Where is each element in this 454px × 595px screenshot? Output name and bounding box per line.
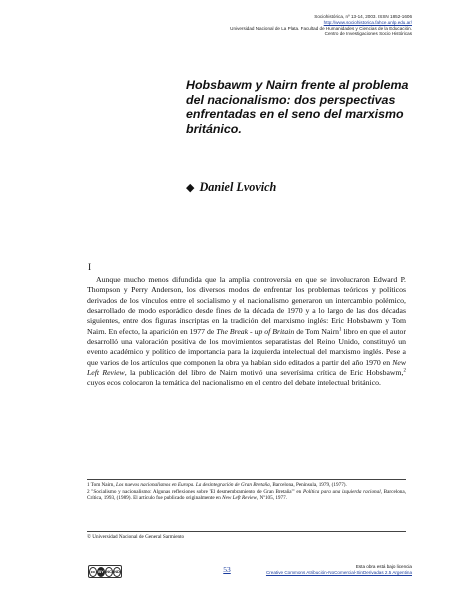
- author-name: Daniel Lvovich: [199, 180, 277, 194]
- text-run: de Tom Nairn: [294, 326, 340, 336]
- book-title: The Break - up of Britain: [216, 326, 295, 336]
- nc-icon: NC: [105, 567, 113, 577]
- cc-icon: cc: [89, 567, 97, 577]
- text-run: , Nº105, 1977.: [257, 495, 287, 502]
- journal-title: New Left Review: [222, 495, 257, 502]
- text-run: Aunque mucho menos difundida que la amplia controversia en que se involucraron Edward P. Thompson y Perry Anderson, los diversos modos de enfrentar los problemas teóricos y políticos derivados de los vínculos entre el socialismo y el nacionalismo generaron un intercambio polémico, desarrollado de modo esporádico desde fines de la década de 1970 y a lo largo de las dos décadas siguientes, entre dos figuras inscriptas en la tradición del marxismo inglés: Eric Hobsbawm y Tom Nairn. En efecto, la aparición en 1977 de: [87, 275, 406, 336]
- text-run: 2 "Socialismo y nacionalismo: Algunas reflexiones sobre 'El desmembramiento de Gran Bretaña'" en: [87, 488, 303, 495]
- text-run: cuyos ecos colocaron la temática del nacionalismo en el centro del debate intelectual británico.: [87, 378, 381, 388]
- copyright-divider: [87, 531, 406, 532]
- footnote-2: [87, 489, 406, 502]
- journal-institution: Universidad Nacional de La Plata. Facultad de Humanidades y Ciencias de la Educación.: [230, 25, 412, 31]
- diamond-bullet-icon: ◆: [186, 182, 195, 194]
- body-text: [87, 275, 406, 389]
- page-number[interactable]: 53: [223, 565, 231, 574]
- article-title: Hobsbawm y Nairn frente al problema del nacionalismo: dos perspectivas enfrentadas en el seno del marxismo británico.: [186, 78, 409, 136]
- nd-icon: ND: [113, 567, 121, 577]
- book-title: Política para una izquierda racional: [302, 488, 381, 495]
- license-intro: Esta obra está bajo licencia: [355, 564, 412, 569]
- copyright-notice: © Universidad Nacional de General Sarmiento: [87, 534, 185, 540]
- journal-center: Centro de Investigaciones Socio Históricas: [324, 31, 412, 37]
- journal-citation: Sociohistórica, nº 13-14, 2003. ISSN 1852-1606: [314, 14, 412, 19]
- license-link[interactable]: Creative Commons Atribución-NoComercial-SinDerivadas 2.5 Argentina: [265, 570, 412, 575]
- paragraph: [87, 275, 406, 389]
- footnote-1: [87, 482, 406, 489]
- footnotes: [87, 482, 406, 502]
- text-run: libro en que el autor desarrolló una valoración positiva de los movimientos separatistas del Reino Unido, constituyó un evento académico y político de importancia para la izquierda intelectual del marxismo inglés. Pese a que varios de los artículos que componen la obra ya habían sido editados a partir del año 1970 en: [87, 326, 406, 367]
- text-run: , Barcelona, Península, 1979, (1977).: [269, 482, 347, 488]
- footnote-ref[interactable]: 2: [403, 368, 406, 374]
- journal-header: [82, 14, 412, 37]
- journal-title: New Left Review: [87, 357, 406, 378]
- license-notice: [192, 564, 412, 576]
- author-line: [186, 180, 416, 195]
- by-icon: BY: [97, 567, 105, 577]
- footnote-divider: [87, 479, 406, 480]
- creative-commons-badge[interactable]: [88, 565, 122, 578]
- section-numeral: I: [88, 263, 92, 273]
- text-run: , la publicación del libro de Nairn motivó una severísima crítica de Eric Hobsbawm,: [124, 368, 404, 378]
- text-run: , Barcelona, Crítica, 1993, (1989). El artículo fue publicado originalmente en: [87, 488, 406, 502]
- footnote-ref[interactable]: 1: [339, 327, 342, 333]
- journal-url-link[interactable]: http://www.sociohistorica.fahce.unlp.edu.ar/: [323, 19, 412, 25]
- book-title: Los nuevos nacionalismos en Europa. La desintegración de Gran Bretaña: [115, 482, 270, 488]
- text-run: 1 Tom Nairn,: [87, 482, 116, 488]
